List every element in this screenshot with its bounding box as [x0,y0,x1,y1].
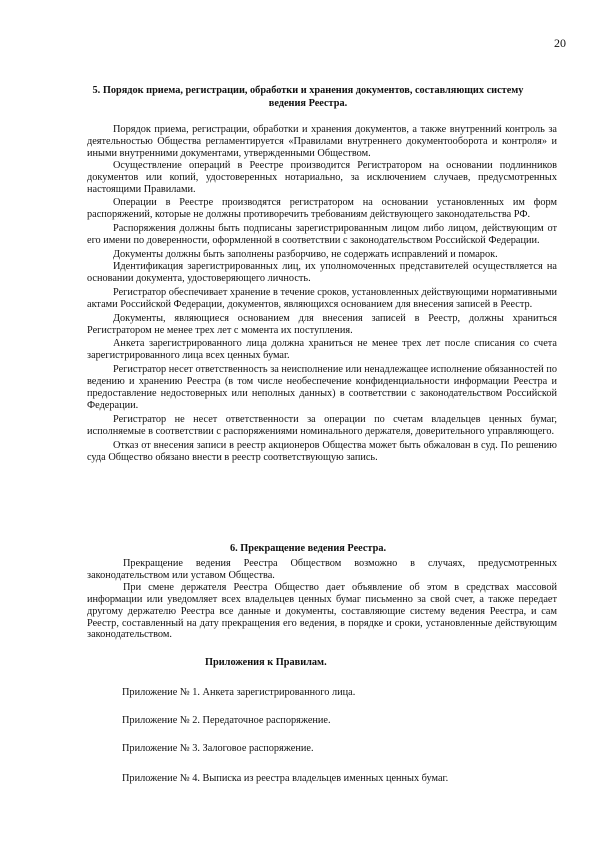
paragraph: Анкета зарегистрированного лица должна храниться не менее трех лет после списания со счета зарегистрированного лица всех ценных бумаг. [87,338,557,362]
paragraph: При смене держателя Реестра Общество дает объявление об этом в средствах массовой информации или уведомляет всех владельцев ценных бумаг письменно за свой счет, а также передает другому держателю Реестра все данные и документы, составляющие систему ведения Реестра, и сам Реестр, составленный на дату прекращения его ведения, в порядке и сроки, установленные действующим законодательством. [87,581,557,641]
paragraph: Идентификация зарегистрированных лиц, их уполномоченных представителей осуществляется на основании документа, удостоверяющего личность. [87,260,557,284]
paragraph: Регистратор обеспечивает хранение в течение сроков, установленных действующими нормативными актами Российской Федерации, документов, являющихся основанием для внесения записей в Реестр. [87,286,557,310]
paragraph: Распоряжения должны быть подписаны зарегистрированным лицом либо лицом, действующим от его имени по доверенности, оформленной в соответствии с законодательством Российской Федерации. [87,223,557,247]
appendices-title: Приложения к Правилам. [205,657,327,668]
paragraph: Осуществление операций в Реестре производится Регистратором на основании подлинников документов или копий, удостоверенных нотариально, за исключением случаев, предусмотренных настоящими Правилами. [87,159,557,195]
paragraph: Отказ от внесения записи в реестр акционеров Общества может быть обжалован в суд. По решению суда Общество обязано внести в реестр соответствующую запись. [87,439,557,463]
section-5-body [87,124,557,463]
appendix-item: Приложение № 3. Залоговое распоряжение. [122,743,314,754]
appendix-item: Приложение № 1. Анкета зарегистрированного лица. [122,687,356,698]
paragraph: Регистратор не несет ответственности за операции по счетам владельцев ценных бумаг, исполняемые в соответствии с распоряжениями номинального держателя, доверительного управляющего. [87,413,557,437]
paragraph: Документы должны быть заполнены разборчиво, не содержать исправлений и помарок. [113,249,498,261]
paragraph: Операции в Реестре производятся регистратором на основании установленных им форм распоряжений, которые не должны противоречить требованиям действующего законодательства РФ. [87,197,557,221]
paragraph: Регистратор несет ответственность за неисполнение или ненадлежащее исполнение обязанностей по ведению и хранению Реестра (в том числе необеспечение конфиденциальности информации Реестра и предоставление недостоверных или неполных данных) в соответствии с законодательством Российской Федерации. [87,364,557,411]
page-number: 20 [554,36,566,50]
section-5-title: 5. Порядок приема, регистрации, обработки и хранения документов, составляющих систему ведения Реестра. [92,85,524,109]
paragraph: Документы, являющиеся основанием для внесения записей в Реестр, должны храниться Регистратором не менее трех лет с момента их поступления. [87,312,557,336]
appendix-item: Приложение № 2. Передаточное распоряжение. [122,715,331,726]
paragraph: Порядок приема, регистрации, обработки и хранения документов, а также внутренний контроль за деятельностью Общества регламентируется «Правилами внутреннего документооборота и контроля» и иными внутренними документами, утвержденными Обществом. [87,124,557,159]
paragraph: Прекращение ведения Реестра Обществом возможно в случаях, предусмотренных законодательством или уставом Общества. [87,558,557,581]
appendix-item: Приложение № 4. Выписка из реестра владельцев именных ценных бумаг. [122,773,449,784]
section-6-body [87,558,557,641]
section-6-title: 6. Прекращение ведения Реестра. [229,543,387,554]
